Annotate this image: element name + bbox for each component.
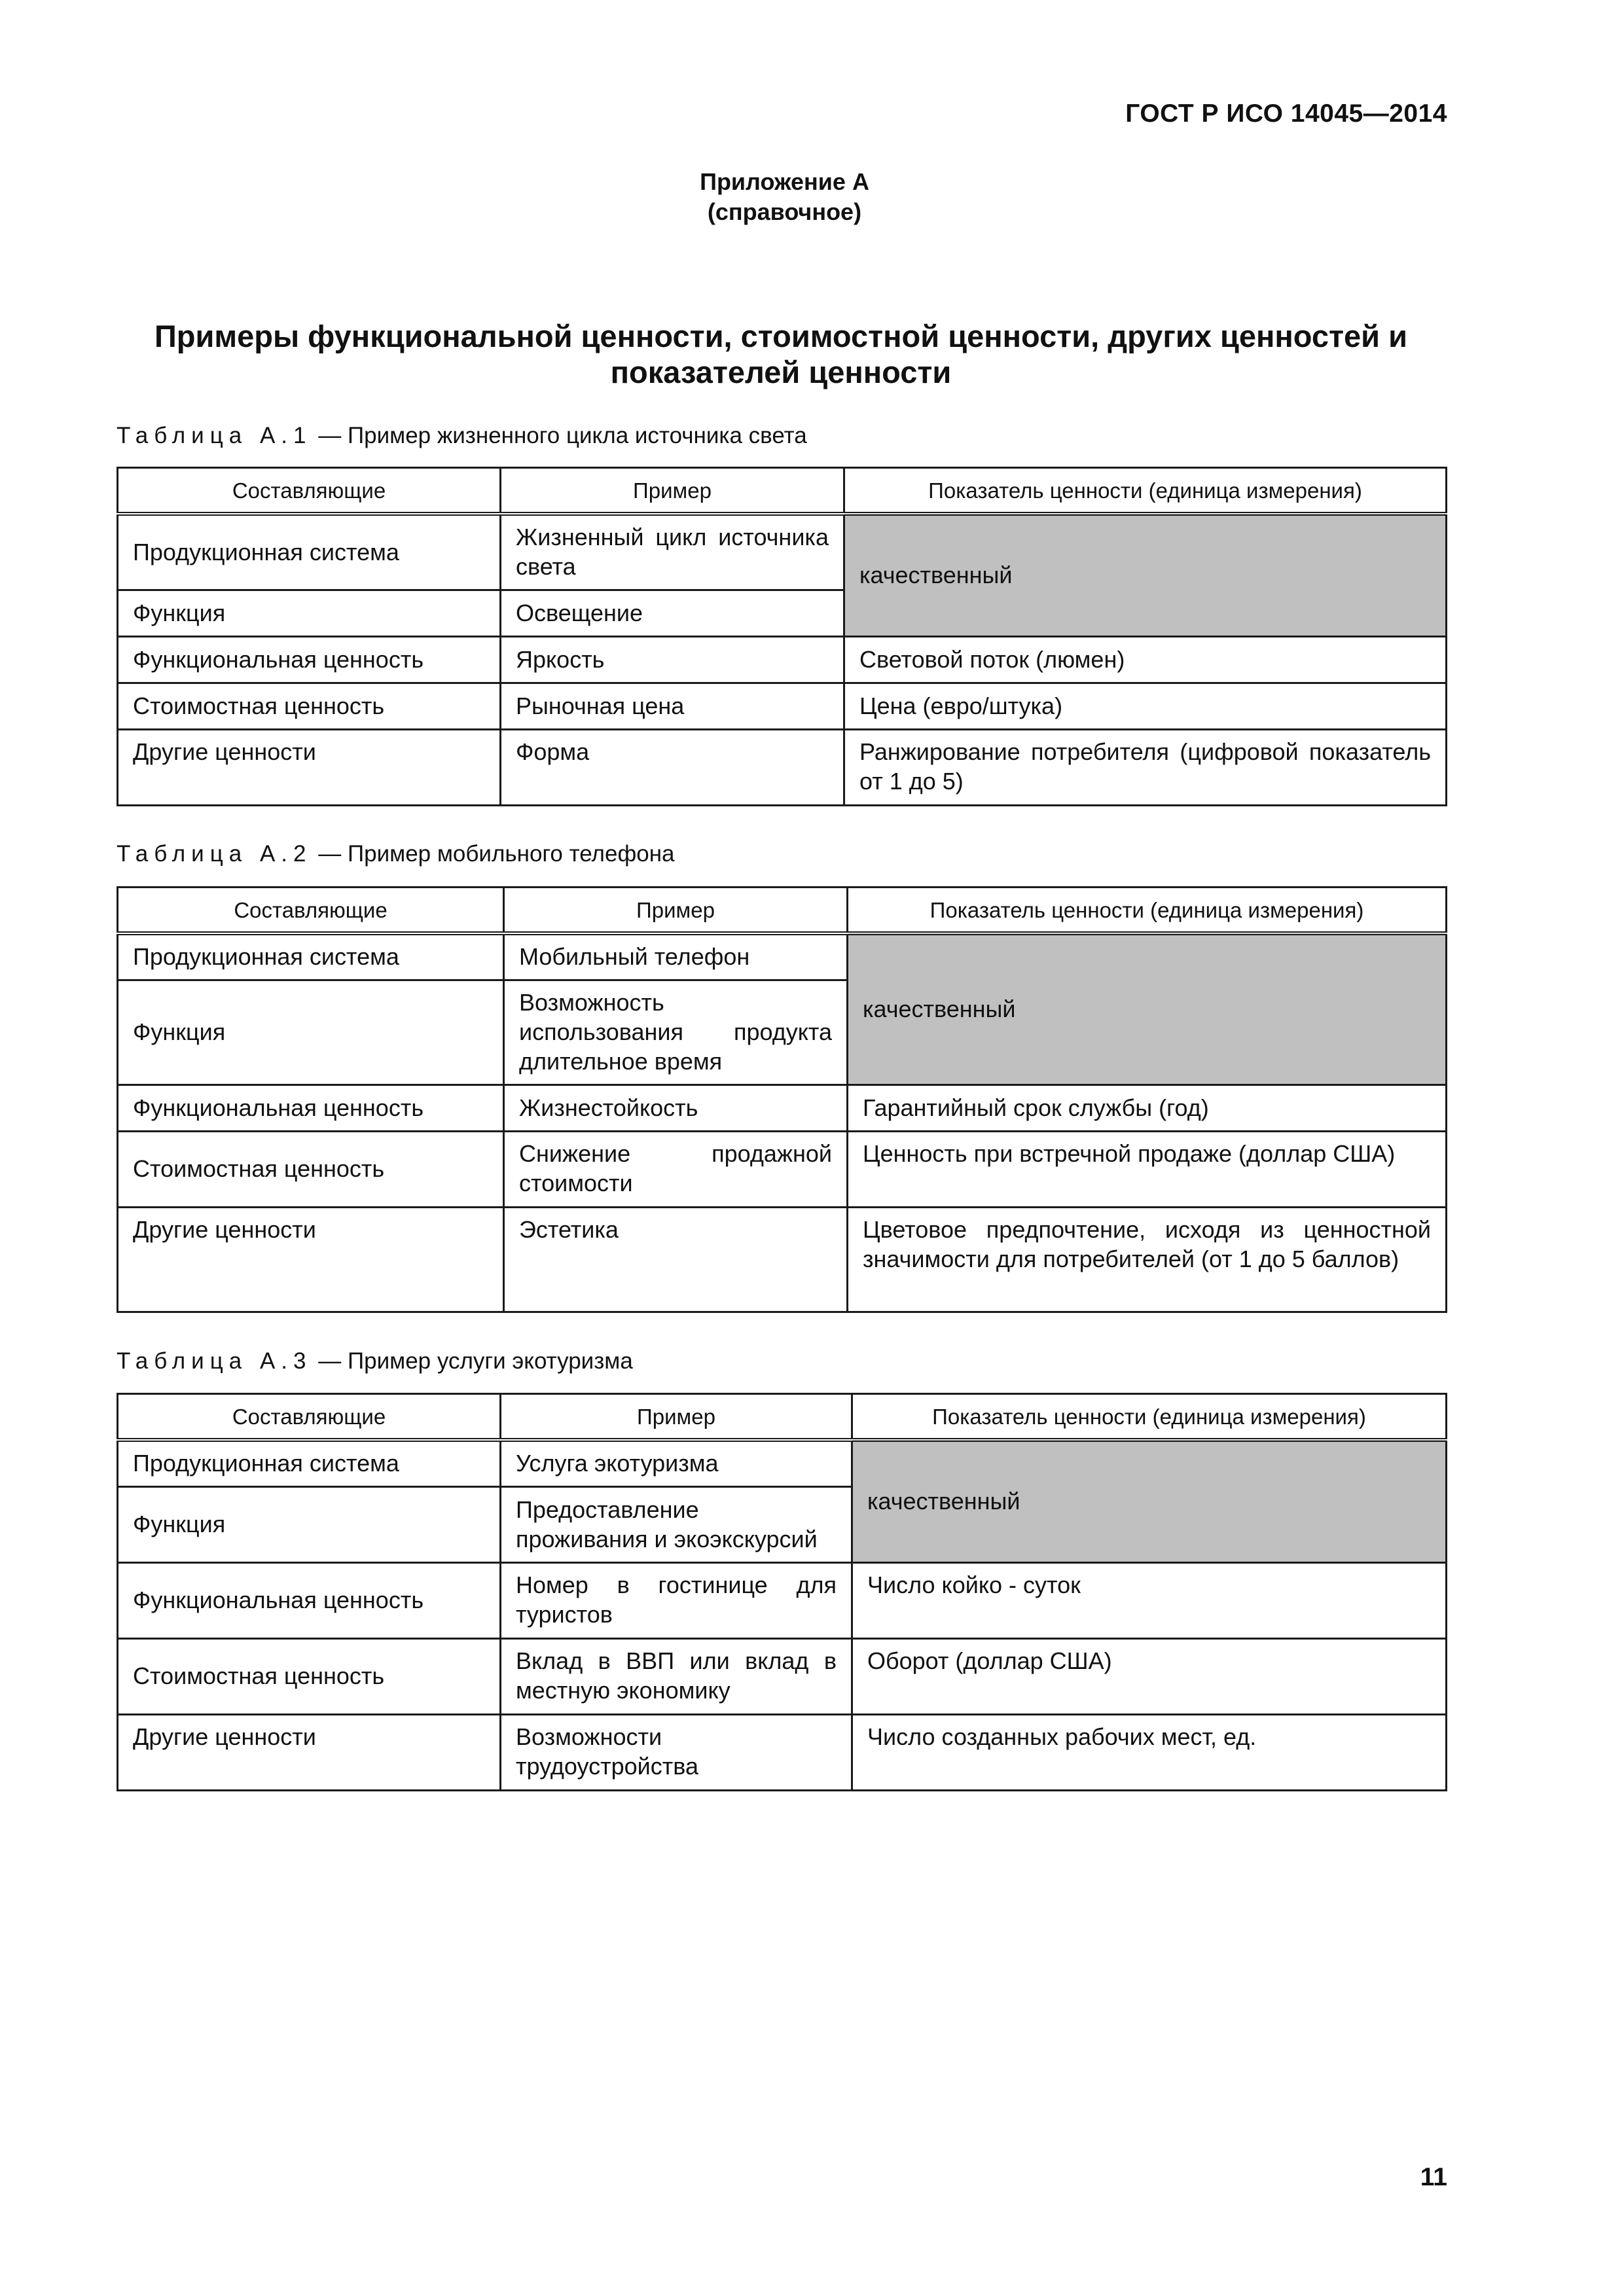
table-cell: Число созданных рабочих мест, ед. (852, 1715, 1447, 1791)
table-row (118, 637, 1447, 683)
table-caption-text: — Пример жизненного цикла источника света (318, 423, 807, 448)
table-cell: Предоставление проживания и экоэкскурсий (501, 1487, 852, 1563)
table-cell: Продукционная система (118, 514, 501, 590)
table-row (118, 1563, 1447, 1639)
table-cell: Цена (евро/штука) (844, 683, 1447, 730)
table-cell: Возможность использования продукта длительное время (504, 980, 848, 1085)
column-header: Составляющие (118, 1394, 501, 1441)
table-cell: Жизненный цикл источника света (501, 514, 844, 590)
table-cell: Функция (118, 1487, 501, 1563)
qualitative-cell: качественный (844, 514, 1447, 637)
table-cell: Стоимостная ценность (118, 1639, 501, 1715)
appendix-label: Приложение А (700, 168, 869, 195)
column-header: Пример (501, 468, 844, 514)
column-header: Пример (504, 888, 848, 934)
table-cell: Другие ценности (118, 730, 501, 806)
qualitative-cell: качественный (852, 1440, 1447, 1563)
table-cell: Другие ценности (118, 1208, 504, 1312)
table-row (118, 1715, 1447, 1791)
table-cell: Другие ценности (118, 1715, 501, 1791)
table-cell: Рыночная цена (501, 683, 844, 730)
table-caption-text: — Пример услуги экотуризма (318, 1348, 633, 1374)
table-row (118, 514, 1447, 590)
table-cell: Функциональная ценность (118, 637, 501, 683)
table-cell: Функциональная ценность (118, 1085, 504, 1132)
table-row (118, 933, 1447, 980)
table-cell: Функция (118, 590, 501, 637)
document-code: ГОСТ Р ИСО 14045—2014 (1125, 99, 1447, 128)
table-cell: Световой поток (люмен) (844, 637, 1447, 683)
table-cell: Эстетика (504, 1208, 848, 1312)
table-header-row (118, 888, 1447, 934)
table-cell: Стоимостная ценность (118, 683, 501, 730)
table-a2 (117, 886, 1447, 1313)
table-cell: Продукционная система (118, 1440, 501, 1487)
table-row (118, 730, 1447, 806)
table-cell: Функциональная ценность (118, 1563, 501, 1639)
table-caption (117, 423, 807, 449)
table-cell: Услуга экотуризма (501, 1440, 852, 1487)
table-cell: Стоимостная ценность (118, 1132, 504, 1208)
table-cell: Цветовое предпочтение, исходя из ценностной значимости для потребителей (от 1 до 5 баллов) (848, 1208, 1447, 1312)
table-caption-label: Таблица А.2 (117, 841, 312, 867)
table-header-row (118, 1394, 1447, 1441)
table-cell: Возможности трудоустройства (501, 1715, 852, 1791)
table-cell: Снижение продажной стоимости (504, 1132, 848, 1208)
table-cell: Продукционная система (118, 933, 504, 980)
column-header: Показатель ценности (единица измерения) (848, 888, 1447, 934)
table-row (118, 1208, 1447, 1312)
table-cell: Яркость (501, 637, 844, 683)
table-cell: Вклад в ВВП или вклад в местную экономику (501, 1639, 852, 1715)
column-header: Пример (501, 1394, 852, 1441)
table-cell: Ранжирование потребителя (цифровой показатель от 1 до 5) (844, 730, 1447, 806)
table-cell: Мобильный телефон (504, 933, 848, 980)
table-row (118, 1132, 1447, 1208)
table-row (118, 1440, 1447, 1487)
table-caption-label: Таблица А.3 (117, 1348, 312, 1374)
table-a3 (117, 1393, 1447, 1791)
table-caption-label: Таблица А.1 (117, 423, 312, 448)
table-cell: Ценность при встречной продаже (доллар США) (848, 1132, 1447, 1208)
table-row (118, 1085, 1447, 1132)
page-number: 11 (1420, 2163, 1447, 2191)
column-header: Показатель ценности (единица измерения) (852, 1394, 1447, 1441)
table-cell: Функция (118, 980, 504, 1085)
table-cell: Номер в гостинице для туристов (501, 1563, 852, 1639)
table-caption (117, 841, 675, 867)
column-header: Составляющие (118, 468, 501, 514)
table-cell: Оборот (доллар США) (852, 1639, 1447, 1715)
table-row (118, 1639, 1447, 1715)
qualitative-cell: качественный (848, 933, 1447, 1085)
table-cell: Жизнестойкость (504, 1085, 848, 1132)
column-header: Составляющие (118, 888, 504, 934)
table-row (118, 683, 1447, 730)
table-caption-text: — Пример мобильного телефона (318, 841, 675, 867)
table-cell: Гарантийный срок службы (год) (848, 1085, 1447, 1132)
table-cell: Форма (501, 730, 844, 806)
table-cell: Число койко - суток (852, 1563, 1447, 1639)
column-header: Показатель ценности (единица измерения) (844, 468, 1447, 514)
page-title: Примеры функциональной ценности, стоимостной ценности, других ценностей и показателей ценности (154, 319, 1408, 389)
appendix-type: (справочное) (707, 198, 862, 225)
table-a1 (117, 467, 1447, 806)
table-caption (117, 1348, 633, 1374)
table-header-row (118, 468, 1447, 514)
table-cell: Освещение (501, 590, 844, 637)
